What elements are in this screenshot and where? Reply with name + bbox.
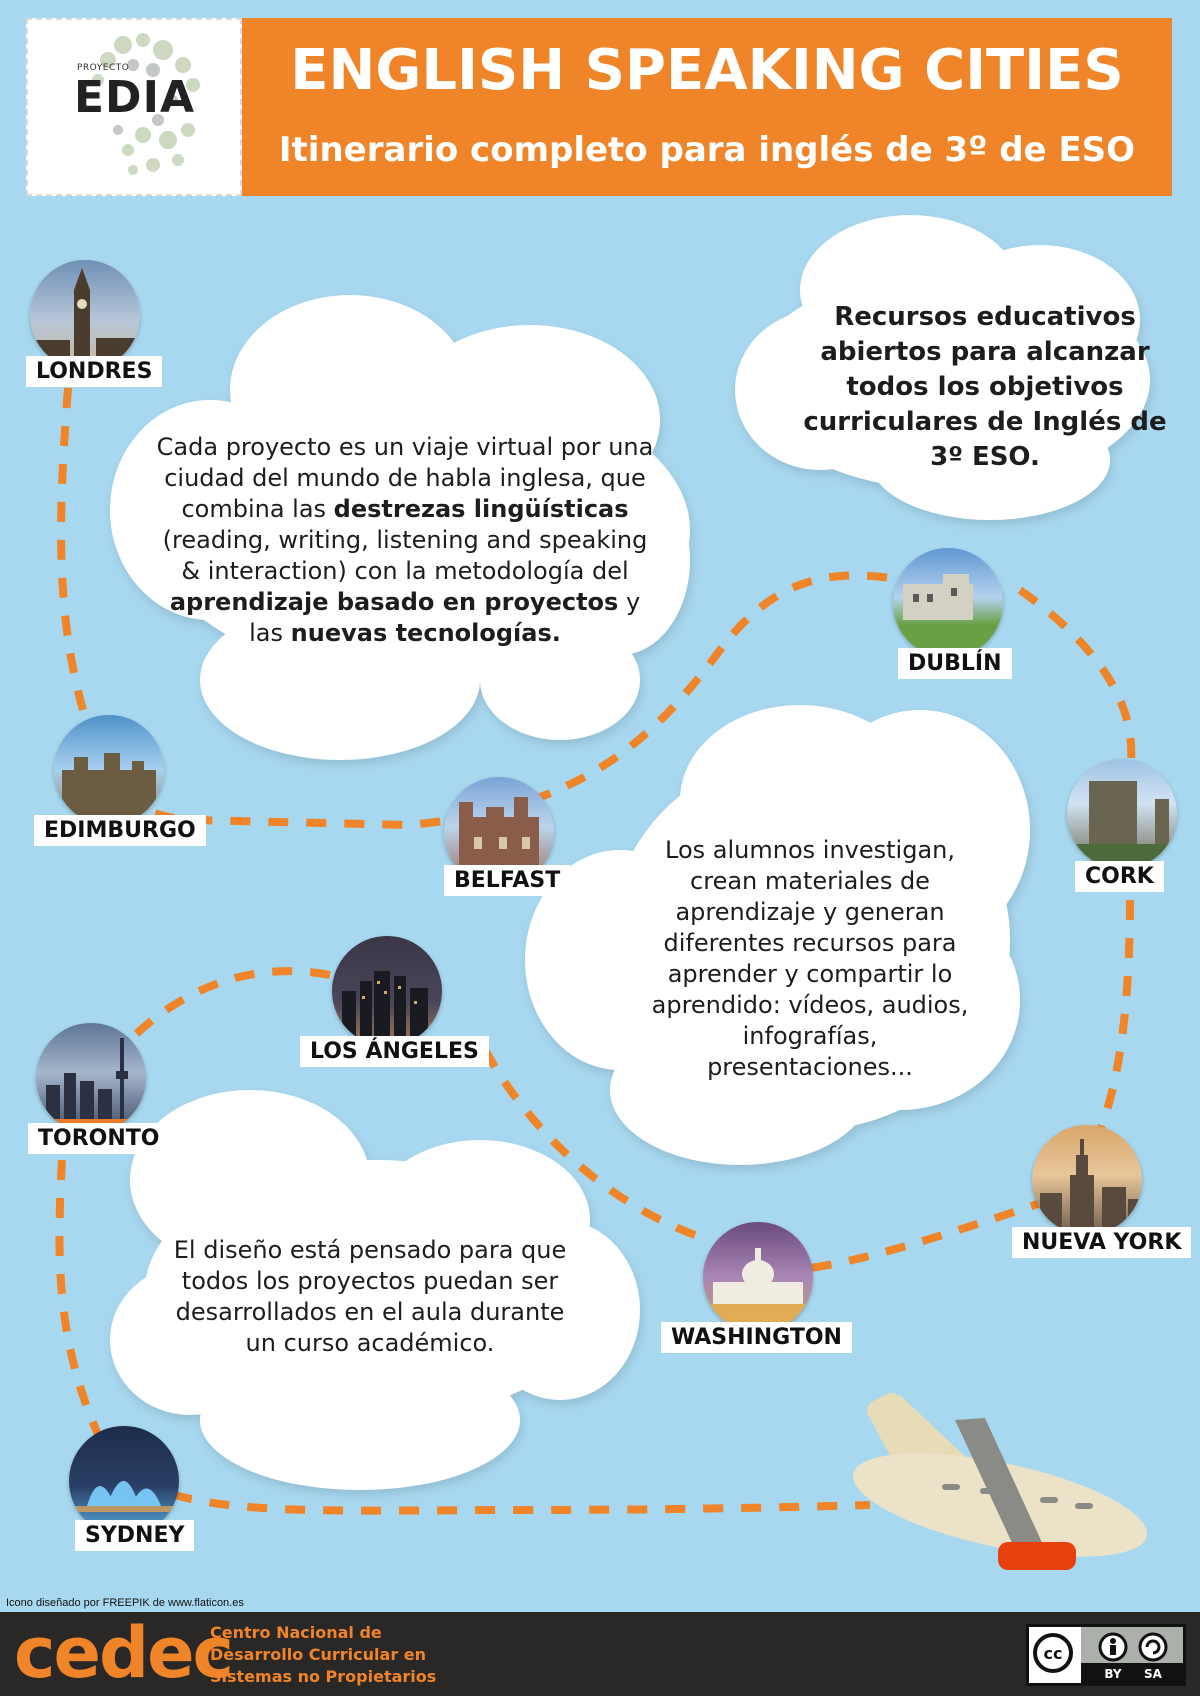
students-text: Los alumnos investigan, crean materiales de aprendizaje y generan diferentes recursos para aprender y compartir lo aprendido: vídeos, audios, infografías, presentaciones...: [651, 836, 969, 1081]
cc-icons: [1029, 1627, 1183, 1683]
skyline-icon: [1032, 1125, 1142, 1235]
city-photo: [36, 1023, 146, 1133]
header-banner: [26, 18, 1172, 196]
intro-text-part: y las: [249, 588, 641, 647]
city-photo: [54, 715, 164, 825]
edia-logo: [26, 18, 242, 196]
page-title: ENGLISH SPEAKING CITIES: [290, 38, 1124, 103]
resources-text: Recursos educativos abiertos para alcanzar todos los objetivos curriculares de Inglés de 3º ESO.: [803, 302, 1167, 472]
city-photo: [703, 1222, 813, 1332]
intro-bold-tech: nuevas tecnologías.: [290, 619, 561, 647]
city-photo: [1067, 759, 1177, 869]
skyline-icon: [36, 1023, 146, 1133]
castle-icon: [893, 548, 1003, 658]
tower-icon: [1067, 759, 1177, 869]
logo-main-text: EDIA: [74, 72, 196, 123]
city-label: TORONTO: [28, 1123, 169, 1154]
city-label: CORK: [1075, 861, 1164, 892]
city-photo: [893, 548, 1003, 658]
city-photo: [1032, 1125, 1142, 1235]
airplane-icon: [845, 1389, 1156, 1577]
sa-text: SA: [1144, 1667, 1162, 1681]
skyline-icon: [332, 936, 442, 1046]
city-label: LONDRES: [26, 356, 162, 387]
icon-credit: Icono diseñado por FREEPIK de www.flaticon.es: [6, 1597, 244, 1609]
city-photo: [332, 936, 442, 1046]
cc-text: cc: [1043, 1644, 1063, 1663]
page-subtitle: Itinerario completo para inglés de 3º de ESO: [278, 130, 1136, 170]
design-text: El diseño está pensado para que todos los proyectos puedan ser desarrollados en el aula durante un curso académico.: [173, 1236, 567, 1357]
city-label: LOS ÁNGELES: [300, 1036, 489, 1067]
intro-text-part: (reading, writing, listening and speaking & interaction) con la metodología del: [162, 526, 648, 585]
cc-license-badge[interactable]: [1026, 1624, 1186, 1686]
footer: [0, 1612, 1200, 1696]
city-label: SYDNEY: [75, 1520, 194, 1551]
castle-icon: [54, 715, 164, 825]
intro-bold-method: aprendizaje basado en proyectos: [169, 588, 619, 616]
intro-text: [150, 432, 660, 649]
cedec-description: Centro Nacional de Desarrollo Curricular en Sistemas no Propietarios: [210, 1623, 437, 1686]
city-label: EDIMBURGO: [34, 815, 206, 846]
capitol-icon: [703, 1222, 813, 1332]
sa-icon: [1140, 1634, 1166, 1660]
city-label: NUEVA YORK: [1012, 1227, 1191, 1258]
city-label: BELFAST: [444, 865, 570, 896]
cedec-logo: cedec: [14, 1612, 233, 1694]
city-label: DUBLÍN: [898, 648, 1012, 679]
city-photo: [30, 260, 140, 370]
big-ben-icon: [30, 260, 140, 370]
city-label: WASHINGTON: [661, 1322, 852, 1353]
logo-small-text: PROYECTO: [77, 63, 130, 73]
by-text: BY: [1104, 1667, 1122, 1681]
intro-bold-skills: destrezas lingüísticas: [333, 495, 629, 523]
intro-text-part: Cada proyecto es un viaje virtual por una ciudad del mundo de habla inglesa, que combina las: [156, 433, 654, 523]
